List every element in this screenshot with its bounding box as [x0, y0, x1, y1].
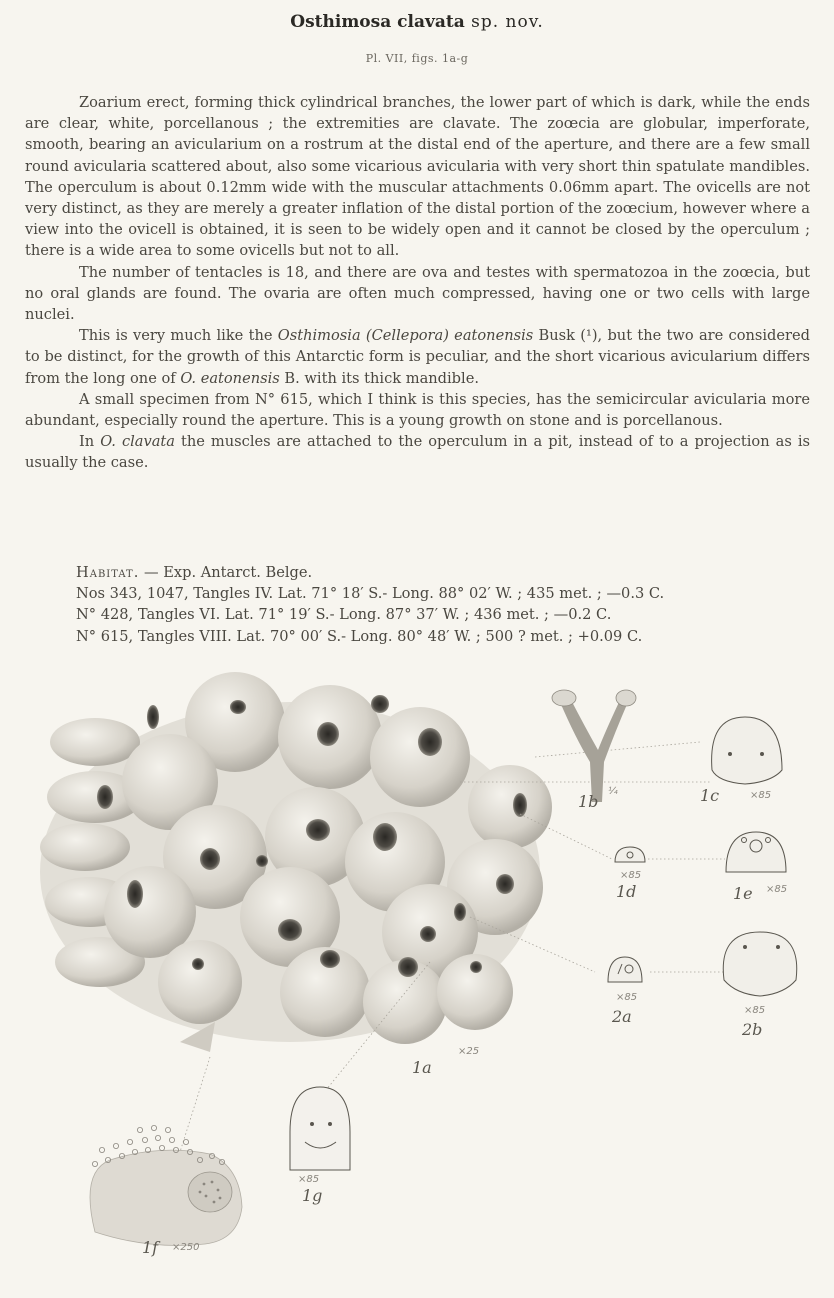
figure-1f-section [90, 1125, 242, 1245]
nucleus-dot [219, 1197, 222, 1200]
figure-1d-avicularium [615, 847, 645, 862]
ovum-cell [99, 1147, 104, 1152]
ovum-cell [169, 1137, 174, 1142]
label-1a: 1a [412, 1058, 432, 1077]
nucleus-dot [205, 1195, 208, 1198]
paragraph-1: Zoarium erect, forming thick cylindrical branches, the lower part of which is dark, while the ends are clear, white, porcellanous ; the extremities are clavate. The zoœcia are globular, imperforate, smooth, bearing an avicularium on a rostrum at the distal end of the aperture, and there are a few small round avicularia scattered about, also some vicarious avicularia with very short thin spatulate mandibles. The operculum is about 0.12mm wide with the muscular attachments 0.06mm apart. The ovicells are not very distinct, as they are merely a greater inflation of the distal portion of the zoœcium, however where a view into the ovicell is obtained, it is seen to be widely open and it cannot be closed by the operculum ; there is a wide area to some ovicells but not to all. [25, 94, 810, 260]
p5-text-c: the muscles are attached to the operculum in a pit, instead of to a projection as is usually the case. [25, 433, 810, 472]
p3-text-a: This is very much like the [79, 327, 278, 345]
mag-1a: ×25 [458, 1046, 480, 1057]
habitat-expedition: — Exp. Antarct. Belge. [139, 564, 313, 581]
station-line-1: Nos 343, 1047, Tangles IV. Lat. 71° 18′ S.- Long. 88° 02′ W. ; 435 met. ; —0.3 C. [76, 585, 665, 603]
label-1e: 1e [733, 884, 753, 903]
plate-reference: Pl. VII, figs. 1a-g [365, 52, 469, 65]
plate-figures [0, 662, 834, 1298]
ovum-cell [92, 1161, 97, 1166]
page-title [0, 12, 834, 32]
species-name: Osthimosa clavata [290, 12, 465, 32]
ovum-cell [155, 1135, 160, 1140]
ovum-cell [165, 1127, 170, 1132]
nucleus-dot [203, 1183, 206, 1186]
p3-taxon: Osthimosia (Cellepora) eatonensis [277, 327, 534, 345]
ovum-cell [159, 1145, 164, 1150]
station-line-2: N° 428, Tangles VI. Lat. 71° 19′ S.- Long. 87° 37′ W. ; 436 met. ; —0.2 C. [76, 606, 612, 624]
paragraph-4: A small specimen from N° 615, which I think is this species, has the semicircular avicularia more abundant, especially round the aperture. This is a young growth on stone and is porcellanous. [25, 390, 810, 430]
mag-1d: ×85 [620, 870, 642, 881]
species-status: sp. nov. [464, 12, 544, 32]
habitat-block [76, 562, 776, 647]
mag-2a: ×85 [616, 992, 638, 1003]
label-1g: 1g [302, 1186, 323, 1205]
habitat-header [76, 562, 776, 583]
label-2a: 2a [612, 1007, 632, 1026]
plate-drawing [0, 662, 834, 1298]
description-body [25, 92, 810, 474]
figure-2b-operculum [723, 932, 797, 996]
mag-1g: ×85 [298, 1174, 320, 1185]
figure-1b-branch [552, 690, 636, 802]
mag-1b: ¼ [608, 786, 618, 797]
figure-1c-operculum [712, 717, 782, 784]
paragraph-5 [25, 431, 810, 473]
nucleus-dot [217, 1189, 220, 1192]
figure-1a-colony [40, 672, 552, 1052]
p3-taxon-short: O. eatonensis [180, 369, 280, 387]
paragraph-3 [25, 325, 810, 389]
label-1b: 1b [578, 792, 599, 811]
ovum-cell [142, 1137, 147, 1142]
p3-text-c: Busk (¹), but the two are considered to be distinct, for the growth of this Antarctic form is peculiar, and the short vicarious avicularium differs from the long one of [25, 327, 810, 387]
nucleus-dot [213, 1201, 216, 1204]
station-line-3: N° 615, Tangles VIII. Lat. 70° 00′ S.- Long. 80° 48′ W. ; 500 ? met. ; +0.09 C. [76, 627, 643, 645]
mag-1f: ×250 [172, 1242, 200, 1253]
ovum-cell [137, 1127, 142, 1132]
figure-1g-operculum [290, 1087, 350, 1170]
figure-1e-aperture [726, 832, 786, 872]
label-1d: 1d [616, 882, 637, 901]
p5-taxon: O. clavata [100, 433, 175, 451]
nucleus-dot [199, 1191, 202, 1194]
p5-text-a: In [79, 433, 101, 451]
p3-text-e: B. with its thick mandible. [279, 369, 479, 387]
ovum-cell [183, 1139, 188, 1144]
ovum-cell [151, 1125, 156, 1130]
mag-1c: ×85 [750, 790, 772, 801]
label-1f: 1f [142, 1238, 159, 1257]
habitat-label: Habitat. [76, 564, 140, 581]
nucleus-dot [211, 1181, 214, 1184]
mag-1e: ×85 [766, 884, 788, 895]
mag-2b: ×85 [744, 1005, 766, 1016]
label-1c: 1c [700, 786, 720, 805]
figure-2a-avicularium [608, 957, 642, 982]
ovum-cell [113, 1143, 118, 1148]
label-2b: 2b [742, 1020, 763, 1039]
paragraph-2: The number of tentacles is 18, and there are ova and testes with spermatozoa in the zoœcia, but no oral glands are found. The ovaria are often much compressed, having one or two cells with large nuclei. [25, 263, 810, 324]
ovum-cell [127, 1139, 132, 1144]
